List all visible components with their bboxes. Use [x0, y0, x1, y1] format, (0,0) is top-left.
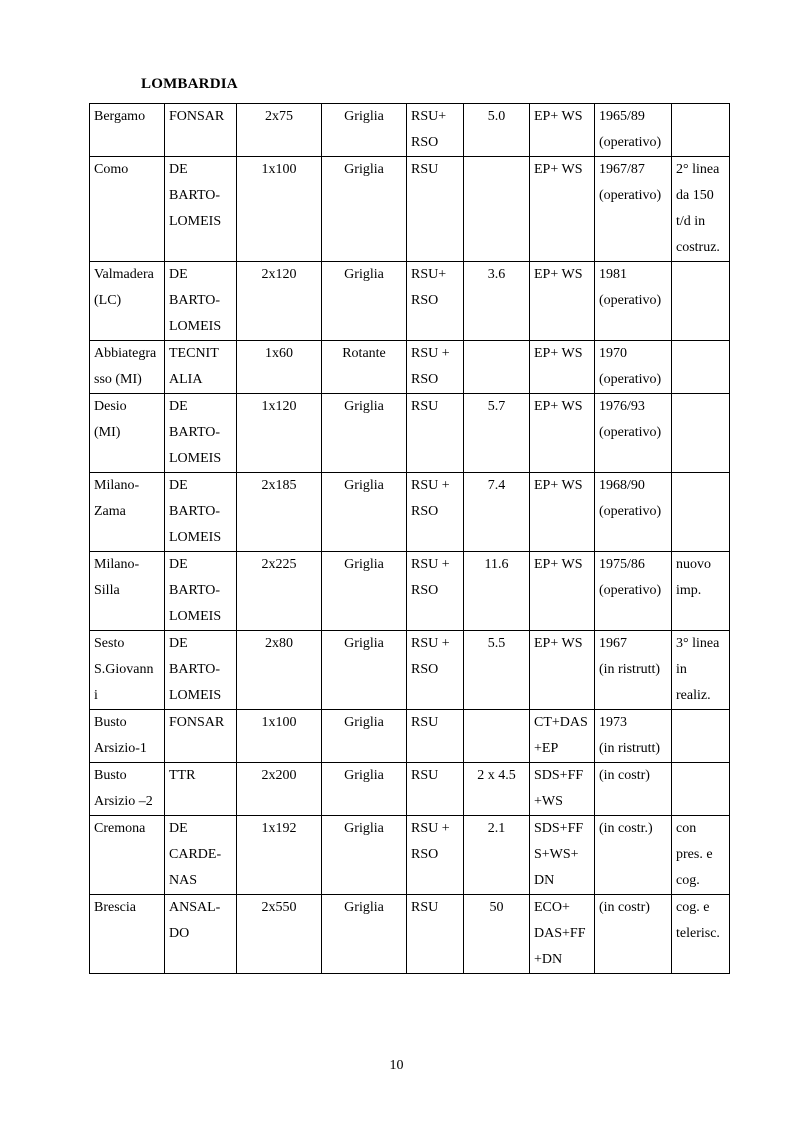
cell-grate [322, 763, 407, 816]
cell-notes [672, 157, 730, 262]
cell-waste-line: RSU [411, 768, 439, 783]
cell-treatment [530, 104, 595, 157]
cell-treatment-line: +WS [534, 794, 563, 809]
cell-grate-line: Griglia [344, 715, 384, 730]
cell-builder [165, 631, 237, 710]
cell-power-line: 5.0 [487, 109, 506, 124]
cell-treatment-line: EP+ WS [534, 478, 583, 493]
cell-lines-line: 2x75 [265, 109, 293, 124]
cell-treatment-line: EP+ WS [534, 399, 583, 414]
cell-builder-line: FONSAR [169, 715, 225, 730]
cell-notes [672, 473, 730, 552]
cell-builder [165, 394, 237, 473]
cell-treatment [530, 631, 595, 710]
cell-location-line: Brescia [94, 900, 136, 915]
cell-lines-line: 2x550 [261, 900, 297, 915]
cell-year [595, 895, 672, 974]
cell-waste [407, 763, 464, 816]
cell-waste-line: RSU [411, 399, 439, 414]
cell-waste [407, 552, 464, 631]
cell-notes [672, 816, 730, 895]
cell-year-line: (operativo) [599, 188, 662, 203]
cell-year-line: 1981 [599, 267, 627, 282]
table-row [90, 631, 730, 710]
cell-treatment-line: S+WS+ [534, 847, 579, 862]
cell-location [90, 262, 165, 341]
cell-location [90, 394, 165, 473]
cell-year-line: 1970 [599, 346, 627, 361]
cell-location [90, 157, 165, 262]
table-row [90, 473, 730, 552]
cell-builder-line: ANSAL- [169, 900, 221, 915]
cell-treatment-line: +EP [534, 741, 559, 756]
cell-waste-line: RSO [411, 372, 439, 387]
cell-treatment-line: EP+ WS [534, 346, 583, 361]
table-row [90, 895, 730, 974]
cell-treatment [530, 816, 595, 895]
table-row [90, 816, 730, 895]
table-row [90, 763, 730, 816]
cell-location-line: Cremona [94, 821, 146, 836]
cell-notes [672, 104, 730, 157]
cell-notes-line: telerisc. [676, 926, 720, 941]
cell-power [464, 816, 530, 895]
cell-location-line: Arsizio –2 [94, 794, 153, 809]
cell-year [595, 816, 672, 895]
cell-year-line: (in costr) [599, 900, 650, 915]
cell-year [595, 631, 672, 710]
cell-waste-line: RSO [411, 583, 439, 598]
cell-builder [165, 262, 237, 341]
cell-waste-line: RSU + [411, 636, 450, 651]
cell-power [464, 341, 530, 394]
cell-waste-line: RSU [411, 715, 439, 730]
cell-builder [165, 157, 237, 262]
cell-notes-line: da 150 [676, 188, 714, 203]
cell-treatment-line: CT+DAS [534, 715, 588, 730]
cell-treatment-line: EP+ WS [534, 636, 583, 651]
cell-power [464, 710, 530, 763]
cell-location-line: Milano- [94, 478, 140, 493]
cell-notes-line: nuovo [676, 557, 711, 572]
cell-power-line: 50 [489, 900, 504, 915]
cell-notes-line: cog. [676, 873, 700, 888]
cell-lines-line: 1x60 [265, 346, 293, 361]
cell-treatment [530, 552, 595, 631]
cell-year [595, 262, 672, 341]
cell-location-line: Arsizio-1 [94, 741, 147, 756]
cell-builder-line: LOMEIS [169, 609, 222, 624]
cell-builder-line: DE [169, 162, 188, 177]
cell-notes [672, 262, 730, 341]
cell-location [90, 473, 165, 552]
cell-year-line: (in ristrutt) [599, 741, 661, 756]
cell-notes-line: con [676, 821, 697, 836]
cell-grate [322, 816, 407, 895]
cell-year [595, 552, 672, 631]
cell-waste-line: RSO [411, 135, 439, 150]
cell-waste-line: RSU+ [411, 267, 447, 282]
cell-builder [165, 710, 237, 763]
cell-power [464, 262, 530, 341]
table-body [90, 104, 730, 974]
cell-treatment-line: EP+ WS [534, 557, 583, 572]
cell-location [90, 895, 165, 974]
cell-location-line: Busto [94, 768, 127, 783]
cell-location [90, 341, 165, 394]
table-row [90, 157, 730, 262]
cell-lines [237, 473, 322, 552]
cell-treatment [530, 394, 595, 473]
cell-waste [407, 104, 464, 157]
cell-location-line: Abbiategra [94, 346, 157, 361]
cell-waste [407, 473, 464, 552]
cell-location-line: Silla [94, 583, 120, 598]
cell-lines [237, 631, 322, 710]
cell-year-line: 1975/86 [599, 557, 645, 572]
cell-waste-line: RSO [411, 847, 439, 862]
cell-builder-line: LOMEIS [169, 214, 222, 229]
cell-notes [672, 341, 730, 394]
cell-builder [165, 895, 237, 974]
table-row [90, 262, 730, 341]
cell-year [595, 341, 672, 394]
cell-power-line: 7.4 [487, 478, 506, 493]
cell-year-line: (in costr) [599, 768, 650, 783]
cell-grate [322, 631, 407, 710]
cell-treatment [530, 341, 595, 394]
cell-waste [407, 895, 464, 974]
cell-year [595, 763, 672, 816]
cell-waste [407, 262, 464, 341]
cell-grate-line: Griglia [344, 900, 384, 915]
cell-lines [237, 552, 322, 631]
cell-location-line: sso (MI) [94, 372, 142, 387]
cell-lines-line: 1x100 [261, 162, 297, 177]
cell-power-line: 3.6 [487, 267, 506, 282]
cell-year-line: (operativo) [599, 583, 662, 598]
cell-location-line: Como [94, 162, 129, 177]
cell-location-line: Milano- [94, 557, 140, 572]
cell-lines [237, 341, 322, 394]
cell-year-line: (operativo) [599, 425, 662, 440]
cell-builder [165, 104, 237, 157]
cell-builder-line: DE [169, 821, 188, 836]
cell-location-line: Desio [94, 399, 127, 414]
cell-builder-line: LOMEIS [169, 688, 222, 703]
cell-grate-line: Griglia [344, 557, 384, 572]
cell-notes [672, 394, 730, 473]
cell-power-line: 5.5 [487, 636, 506, 651]
cell-notes-line: pres. e [676, 847, 713, 862]
cell-notes [672, 895, 730, 974]
cell-grate [322, 895, 407, 974]
cell-power [464, 394, 530, 473]
cell-treatment-line: SDS+FF [534, 768, 584, 783]
cell-lines [237, 104, 322, 157]
cell-power [464, 104, 530, 157]
cell-location-line: S.Giovann [94, 662, 154, 677]
cell-location-line: Bergamo [94, 109, 146, 124]
cell-lines-line: 2x225 [261, 557, 297, 572]
table-row [90, 104, 730, 157]
cell-waste [407, 816, 464, 895]
cell-lines [237, 710, 322, 763]
cell-builder-line: DE [169, 267, 188, 282]
cell-builder-line: DO [169, 926, 190, 941]
cell-waste-line: RSU + [411, 478, 450, 493]
cell-notes [672, 631, 730, 710]
cell-location-line: Sesto [94, 636, 125, 651]
page-number: 10 [389, 1058, 404, 1073]
cell-waste-line: RSO [411, 293, 439, 308]
cell-builder-line: DE [169, 399, 188, 414]
cell-treatment [530, 710, 595, 763]
cell-waste [407, 341, 464, 394]
cell-lines [237, 394, 322, 473]
cell-builder-line: BARTO- [169, 425, 221, 440]
cell-grate [322, 710, 407, 763]
cell-builder [165, 763, 237, 816]
cell-notes-line: 2° linea [676, 162, 720, 177]
cell-treatment [530, 473, 595, 552]
cell-grate-line: Griglia [344, 109, 384, 124]
cell-notes-line: realiz. [676, 688, 711, 703]
cell-grate [322, 262, 407, 341]
cell-notes-line: cog. e [676, 900, 710, 915]
cell-grate-line: Griglia [344, 636, 384, 651]
cell-treatment-line: DAS+FF [534, 926, 586, 941]
cell-location-line: Zama [94, 504, 126, 519]
cell-lines-line: 1x192 [261, 821, 297, 836]
cell-location-line: Valmadera [94, 267, 154, 282]
cell-lines-line: 1x120 [261, 399, 297, 414]
cell-builder-line: TECNIT [169, 346, 219, 361]
cell-power-line: 2 x 4.5 [477, 768, 516, 783]
table-row [90, 710, 730, 763]
cell-builder [165, 473, 237, 552]
cell-grate [322, 341, 407, 394]
cell-year [595, 104, 672, 157]
cell-grate-line: Griglia [344, 821, 384, 836]
cell-waste-line: RSU + [411, 557, 450, 572]
cell-location-line: (MI) [94, 425, 121, 440]
cell-grate [322, 473, 407, 552]
cell-builder-line: BARTO- [169, 662, 221, 677]
cell-treatment-line: EP+ WS [534, 162, 583, 177]
table-row [90, 552, 730, 631]
cell-builder [165, 816, 237, 895]
cell-location [90, 763, 165, 816]
cell-grate [322, 104, 407, 157]
cell-power [464, 552, 530, 631]
cell-location-line: Busto [94, 715, 127, 730]
cell-year-line: (operativo) [599, 293, 662, 308]
cell-lines-line: 1x100 [261, 715, 297, 730]
cell-treatment [530, 895, 595, 974]
cell-waste-line: RSO [411, 662, 439, 677]
cell-lines-line: 2x200 [261, 768, 297, 783]
cell-waste-line: RSO [411, 504, 439, 519]
cell-grate [322, 157, 407, 262]
cell-treatment-line: +DN [534, 952, 563, 967]
cell-year-line: 1968/90 [599, 478, 645, 493]
cell-treatment-line: EP+ WS [534, 267, 583, 282]
cell-notes-line: in [676, 662, 687, 677]
cell-waste [407, 631, 464, 710]
cell-year-line: (in costr.) [599, 821, 653, 836]
cell-notes-line: 3° linea [676, 636, 720, 651]
cell-location-line: (LC) [94, 293, 122, 308]
cell-year-line: (operativo) [599, 135, 662, 150]
cell-builder-line: TTR [169, 768, 196, 783]
cell-year [595, 394, 672, 473]
cell-waste-line: RSU+ [411, 109, 447, 124]
cell-year [595, 157, 672, 262]
cell-notes-line: costruz. [676, 240, 720, 255]
cell-lines-line: 2x185 [261, 478, 297, 493]
cell-builder-line: BARTO- [169, 188, 221, 203]
plants-table [89, 103, 730, 974]
cell-lines [237, 816, 322, 895]
cell-builder [165, 341, 237, 394]
cell-waste [407, 394, 464, 473]
cell-power [464, 895, 530, 974]
cell-builder-line: NAS [169, 873, 198, 888]
cell-location [90, 104, 165, 157]
cell-builder [165, 552, 237, 631]
cell-lines [237, 763, 322, 816]
cell-grate-line: Griglia [344, 399, 384, 414]
cell-builder-line: FONSAR [169, 109, 225, 124]
cell-builder-line: CARDE- [169, 847, 222, 862]
cell-treatment [530, 157, 595, 262]
cell-builder-line: DE [169, 636, 188, 651]
cell-year-line: 1976/93 [599, 399, 645, 414]
cell-builder-line: LOMEIS [169, 530, 222, 545]
cell-builder-line: LOMEIS [169, 451, 222, 466]
cell-waste-line: RSU [411, 900, 439, 915]
cell-lines-line: 2x120 [261, 267, 297, 282]
cell-power-line: 2.1 [487, 821, 506, 836]
cell-notes [672, 710, 730, 763]
cell-grate [322, 552, 407, 631]
table-row [90, 341, 730, 394]
cell-waste-line: RSU + [411, 346, 450, 361]
cell-waste [407, 157, 464, 262]
cell-builder-line: ALIA [169, 372, 203, 387]
cell-treatment [530, 763, 595, 816]
cell-location [90, 552, 165, 631]
cell-lines [237, 262, 322, 341]
cell-builder-line: DE [169, 478, 188, 493]
cell-grate-line: Griglia [344, 478, 384, 493]
cell-year-line: (in ristrutt) [599, 662, 661, 677]
cell-power [464, 157, 530, 262]
cell-power-line: 11.6 [484, 557, 509, 572]
cell-grate-line: Griglia [344, 267, 384, 282]
cell-notes [672, 552, 730, 631]
cell-year [595, 473, 672, 552]
cell-builder-line: BARTO- [169, 293, 221, 308]
cell-builder-line: BARTO- [169, 583, 221, 598]
cell-power [464, 631, 530, 710]
cell-lines [237, 157, 322, 262]
cell-year-line: (operativo) [599, 504, 662, 519]
cell-treatment-line: DN [534, 873, 555, 888]
cell-builder-line: BARTO- [169, 504, 221, 519]
cell-waste-line: RSU + [411, 821, 450, 836]
cell-treatment-line: EP+ WS [534, 109, 583, 124]
cell-grate [322, 394, 407, 473]
cell-grate-line: Rotante [342, 346, 386, 361]
cell-power [464, 473, 530, 552]
cell-treatment-line: ECO+ [534, 900, 570, 915]
cell-year-line: 1967 [599, 636, 627, 651]
cell-location-line: i [94, 688, 98, 703]
cell-year-line: 1973 [599, 715, 627, 730]
cell-builder-line: DE [169, 557, 188, 572]
cell-lines-line: 2x80 [265, 636, 293, 651]
cell-location [90, 710, 165, 763]
cell-waste [407, 710, 464, 763]
cell-notes-line: t/d in [676, 214, 706, 229]
cell-power-line: 5.7 [487, 399, 506, 414]
cell-year [595, 710, 672, 763]
cell-year-line: (operativo) [599, 372, 662, 387]
cell-builder-line: LOMEIS [169, 319, 222, 334]
cell-power [464, 763, 530, 816]
cell-year-line: 1967/87 [599, 162, 645, 177]
cell-lines [237, 895, 322, 974]
cell-treatment-line: SDS+FF [534, 821, 584, 836]
cell-waste-line: RSU [411, 162, 439, 177]
table-row [90, 394, 730, 473]
cell-grate-line: Griglia [344, 768, 384, 783]
cell-location [90, 631, 165, 710]
cell-location [90, 816, 165, 895]
cell-notes-line: imp. [676, 583, 702, 598]
cell-year-line: 1965/89 [599, 109, 645, 124]
cell-grate-line: Griglia [344, 162, 384, 177]
cell-treatment [530, 262, 595, 341]
cell-notes [672, 763, 730, 816]
section-heading: LOMBARDIA [141, 76, 238, 92]
